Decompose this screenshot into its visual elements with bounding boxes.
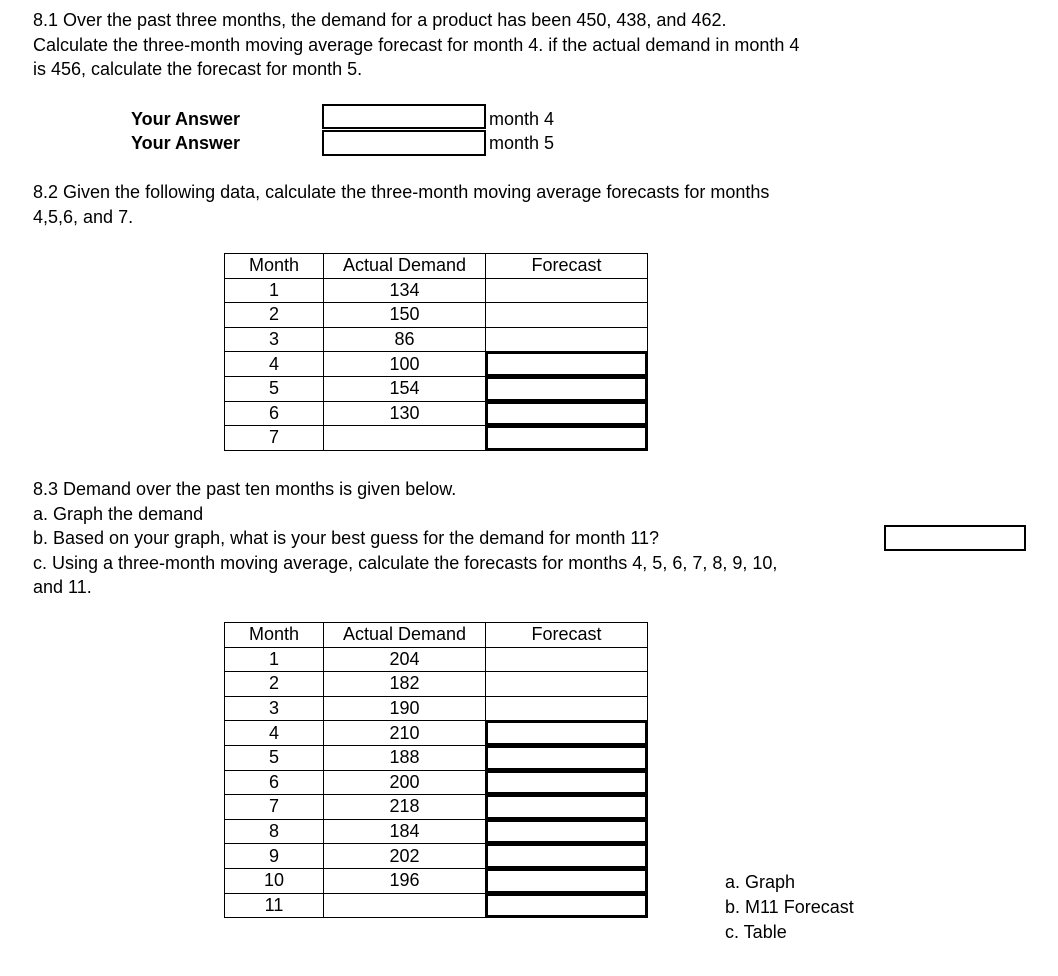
demand-cell [324,426,486,451]
header-forecast: Forecast [486,254,648,279]
table-row [225,278,648,303]
forecast-cell [486,327,648,352]
header-month: Month [225,254,324,279]
forecast-input[interactable] [486,401,648,426]
forecast-cell [486,672,648,697]
demand-cell: 86 [324,327,486,352]
month-cell: 5 [225,745,324,770]
table-row [225,893,648,918]
month-cell: 10 [225,868,324,893]
forecast-input[interactable] [486,893,648,918]
your-answer-label-month5: Your Answer [131,133,241,153]
month-cell: 2 [225,672,324,697]
month-cell: 3 [225,696,324,721]
answer-input-month5[interactable] [322,130,486,156]
demand-cell: 100 [324,352,486,377]
demand-cell: 204 [324,647,486,672]
forecast-input[interactable] [486,745,648,770]
month-cell: 7 [225,795,324,820]
forecast-input[interactable] [486,844,648,869]
demand-cell: 154 [324,376,486,401]
demand-cell: 196 [324,868,486,893]
table-row [225,745,648,770]
header-actual-demand: Actual Demand [324,623,486,648]
table-row [225,721,648,746]
forecast-cell [486,303,648,328]
table-row [225,868,648,893]
demand-cell: 184 [324,819,486,844]
month-cell: 1 [225,647,324,672]
forecast-input[interactable] [486,795,648,820]
demand-cell: 210 [324,721,486,746]
legend-item-m11-forecast: b. M11 Forecast [725,897,854,917]
month-cell: 9 [225,844,324,869]
forecast-input[interactable] [486,376,648,401]
forecast-input[interactable] [486,352,648,377]
table-row [225,844,648,869]
table-row [225,696,648,721]
table-row [225,303,648,328]
question-8-1-text: 8.1 Over the past three months, the demand for a product has been 450, 438, and 462. Calculate the three-month moving average forecast for month 4. if the actual demand in month 4 is 456, calculate the forecast for month 5. [33,10,800,79]
month-cell: 2 [225,303,324,328]
table-row [225,795,648,820]
table-header-row [225,254,648,279]
demand-cell: 190 [324,696,486,721]
table-row [225,376,648,401]
legend-item-table: c. Table [725,922,787,942]
month-cell: 7 [225,426,324,451]
table-row [225,770,648,795]
answer-tag-month4: month 4 [489,109,555,129]
month-cell: 1 [225,278,324,303]
table-row [225,401,648,426]
table-header-row [225,623,648,648]
header-forecast: Forecast [486,623,648,648]
demand-cell: 134 [324,278,486,303]
demand-cell: 202 [324,844,486,869]
forecast-input[interactable] [486,426,648,451]
demand-cell: 218 [324,795,486,820]
q83-demand-table [224,622,648,918]
header-month: Month [225,623,324,648]
demand-cell: 188 [324,745,486,770]
forecast-cell [486,647,648,672]
forecast-cell [486,278,648,303]
q82-demand-table [224,253,648,451]
table-row [225,327,648,352]
forecast-input[interactable] [486,868,648,893]
question-8-2-text: 8.2 Given the following data, calculate the three-month moving average forecasts for months 4,5,6, and 7. [33,182,770,227]
table-row [225,426,648,451]
answer-input-month4[interactable] [322,104,486,129]
month-11-guess-input[interactable] [884,525,1026,551]
table-row [225,672,648,697]
answer-legend [725,870,854,945]
table-row [225,647,648,672]
month-cell: 4 [225,352,324,377]
legend-item-graph: a. Graph [725,872,796,892]
header-actual-demand: Actual Demand [324,254,486,279]
month-cell: 8 [225,819,324,844]
demand-cell: 200 [324,770,486,795]
table-row [225,352,648,377]
month-cell: 5 [225,376,324,401]
answer-tag-month5: month 5 [489,133,555,153]
forecast-input[interactable] [486,770,648,795]
demand-cell: 130 [324,401,486,426]
demand-cell: 150 [324,303,486,328]
month-cell: 6 [225,401,324,426]
month-cell: 11 [225,893,324,918]
month-cell: 6 [225,770,324,795]
question-8-3-text: 8.3 Demand over the past ten months is given below. a. Graph the demand b. Based on your graph, what is your best guess for the demand for month 11? c. Using a three-month moving average, calculate the forecasts for months 4, 5, 6, 7, 8, 9, 10, and 11. [33,479,778,597]
table-row [225,819,648,844]
forecast-input[interactable] [486,819,648,844]
month-cell: 3 [225,327,324,352]
demand-cell: 182 [324,672,486,697]
forecast-cell [486,696,648,721]
demand-cell [324,893,486,918]
forecast-input[interactable] [486,721,648,746]
month-cell: 4 [225,721,324,746]
your-answer-label-month4: Your Answer [131,109,241,129]
